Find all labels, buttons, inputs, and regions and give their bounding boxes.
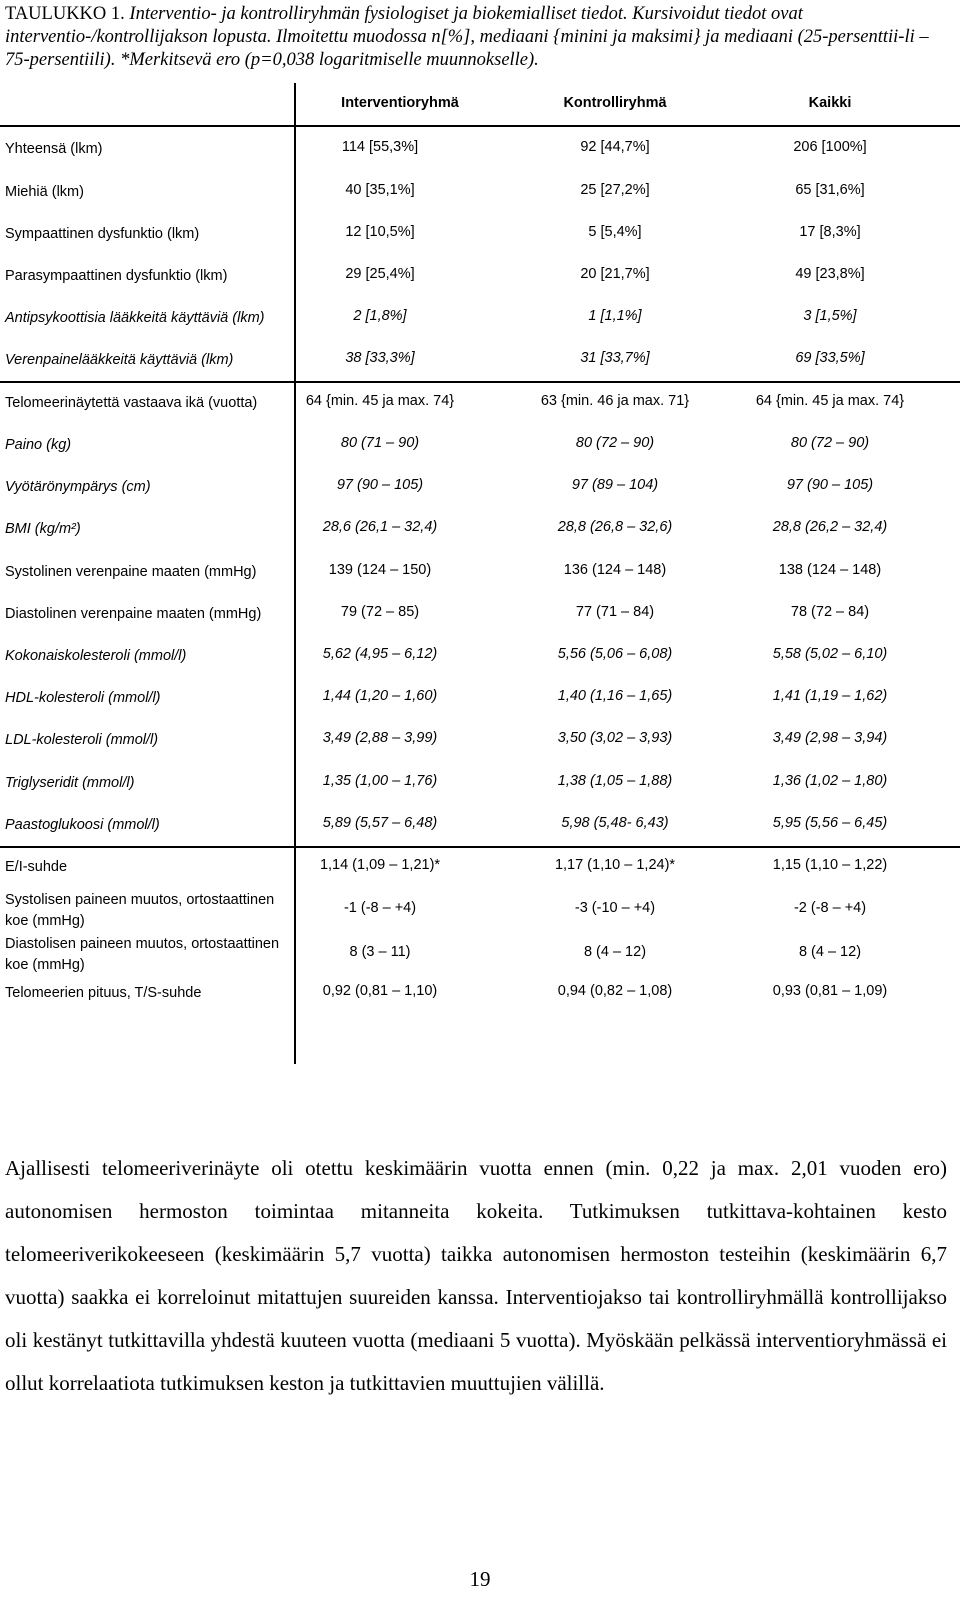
row-label: Paino (kg) [5, 437, 72, 453]
row-label: Antipsykoottisia lääkkeitä käyttäviä (lkm) [5, 310, 265, 326]
caption-label: TAULUKKO 1. [5, 4, 125, 24]
row-value-c1: 5,89 (5,57 – 6,48) [322, 815, 438, 831]
row-value-c3: 80 (72 – 90) [790, 435, 870, 451]
row-label: Verenpainelääkkeitä käyttäviä (lkm) [5, 352, 234, 368]
row-value-c1: 5,62 (4,95 – 6,12) [322, 646, 438, 662]
row-value-c1: 1,35 (1,00 – 1,76) [322, 773, 438, 789]
row-value-c2: 63 {min. 46 ja max. 71} [540, 393, 690, 409]
row-value-c2: 5,98 (5,48- 6,43) [561, 815, 669, 831]
row-label: HDL-kolesteroli (mmol/l) [5, 690, 161, 706]
row-value-c2: 80 (72 – 90) [575, 435, 655, 451]
row-value-c3: 3,49 (2,98 – 3,94) [772, 730, 888, 746]
row-value-c2: 1,38 (1,05 – 1,88) [557, 773, 673, 789]
row-value-c2: 92 [44,7%] [580, 139, 650, 155]
row-label: Telomeerinäytettä vastaava ikä (vuotta) [5, 395, 258, 411]
section-rule-2 [0, 846, 960, 848]
row-value-c3: 28,8 (26,2 – 32,4) [772, 519, 888, 535]
row-value-c1: 38 [33,3%] [345, 350, 415, 366]
row-label: BMI (kg/m²) [5, 521, 81, 537]
row-value-c3: 0,93 (0,81 – 1,09) [772, 983, 888, 999]
row-value-c1: 97 (90 – 105) [336, 477, 424, 493]
row-value-c3: 69 [33,5%] [795, 350, 865, 366]
row-value-c2: 5 [5,4%] [588, 224, 642, 240]
row-label: Diastolisen paineen muutos, ortostaattinen koe (mmHg) [5, 936, 280, 973]
row-label: Vyötärönympärys (cm) [5, 479, 151, 495]
row-value-c2: 136 (124 – 148) [563, 562, 667, 578]
row-label: Paastoglukoosi (mmol/l) [5, 817, 160, 833]
row-value-c2: 77 (71 – 84) [575, 604, 655, 620]
row-value-c3: 78 (72 – 84) [790, 604, 870, 620]
row-value-c1: 1,14 (1,09 – 1,21)* [319, 857, 441, 873]
caption-note: *Merkitsevä ero (p=0,038 logaritmiselle muunnokselle). [115, 50, 539, 70]
row-value-c3: 1,41 (1,19 – 1,62) [772, 688, 888, 704]
row-value-c3: 138 (124 – 148) [778, 562, 882, 578]
header-all: Kaikki [808, 95, 852, 111]
row-value-c3: 5,95 (5,56 – 6,45) [772, 815, 888, 831]
row-value-c2: 3,50 (3,02 – 3,93) [557, 730, 673, 746]
row-value-c3: 64 {min. 45 ja max. 74} [755, 393, 905, 409]
row-value-c2: 28,8 (26,8 – 32,6) [557, 519, 673, 535]
row-value-c2: 31 [33,7%] [580, 350, 650, 366]
row-value-c1: 80 (71 – 90) [340, 435, 420, 451]
header-intervention: Interventioryhmä [341, 95, 459, 111]
row-value-c3: 65 [31,6%] [795, 182, 865, 198]
page-number: 19 [469, 1567, 491, 1591]
row-value-c3: 3 [1,5%] [803, 308, 857, 324]
row-value-c2: 1 [1,1%] [588, 308, 642, 324]
row-value-c1: 8 (3 – 11) [349, 944, 411, 960]
row-value-c2: 1,17 (1,10 – 1,24)* [554, 857, 676, 873]
row-value-c1: 40 [35,1%] [345, 182, 415, 198]
row-label: Parasympaattinen dysfunktio (lkm) [5, 268, 228, 284]
row-value-c1: 3,49 (2,88 – 3,99) [322, 730, 438, 746]
row-label: Systolisen paineen muutos, ortostaattinen koe (mmHg) [5, 892, 275, 929]
row-label: Telomeerien pituus, T/S-suhde [5, 985, 202, 1001]
row-value-c1: 0,92 (0,81 – 1,10) [322, 983, 438, 999]
row-value-c1: 1,44 (1,20 – 1,60) [322, 688, 438, 704]
row-label: Sympaattinen dysfunktio (lkm) [5, 226, 200, 242]
row-value-c1: 2 [1,8%] [353, 308, 407, 324]
row-label: Kokonaiskolesteroli (mmol/l) [5, 648, 187, 664]
row-label: Yhteensä (lkm) [5, 141, 103, 157]
table-caption [5, 3, 955, 72]
row-label: Miehiä (lkm) [5, 184, 84, 200]
row-value-c2: 0,94 (0,82 – 1,08) [557, 983, 673, 999]
section-rule-1 [0, 381, 960, 383]
row-value-c1: 29 [25,4%] [345, 266, 415, 282]
row-label: Diastolinen verenpaine maaten (mmHg) [5, 606, 262, 622]
header-rule [0, 125, 960, 127]
row-value-c3: 5,58 (5,02 – 6,10) [772, 646, 888, 662]
row-label: E/I-suhde [5, 859, 68, 875]
row-value-c2: 1,40 (1,16 – 1,65) [557, 688, 673, 704]
body-paragraph: Ajallisesti telomeeriverinäyte oli otettu keskimäärin vuotta ennen (min. 0,22 ja max. 2,01 vuoden ero) autonomisen hermoston toimintaa mitanneita kokeita. Tutkimuksen tutkittava-kohtainen kesto telomeeriverikokeeseen (keskimäärin 5,7 vuotta) taikka autonomisen hermoston testeihin (keskimäärin 6,7 vuotta) saakka ei korreloinut mitattujen suureiden kanssa. Interventiojakso tai kontrolliryhmällä kontrollijakso oli kestänyt tutkittavilla yhdestä kuuteen vuotta (mediaani 5 vuotta). Myöskään pelkässä interventioryhmässä ei ollut korrelaatiota tutkimuksen keston ja tutkittavien muuttujien välillä. [5, 1156, 947, 1395]
row-value-c2: -3 (-10 – +4) [574, 900, 656, 916]
row-value-c2: 97 (89 – 104) [571, 477, 659, 493]
row-value-c3: 17 [8,3%] [799, 224, 861, 240]
row-value-c3: 8 (4 – 12) [798, 944, 862, 960]
row-value-c2: 5,56 (5,06 – 6,08) [557, 646, 673, 662]
header-control: Kontrolliryhmä [563, 95, 667, 111]
row-value-c3: -2 (-8 – +4) [793, 900, 867, 916]
row-value-c1: 114 [55,3%] [341, 139, 419, 155]
row-value-c3: 1,15 (1,10 – 1,22) [772, 857, 888, 873]
row-value-c1: 64 {min. 45 ja max. 74} [305, 393, 455, 409]
row-value-c1: 139 (124 – 150) [328, 562, 432, 578]
row-label: Systolinen verenpaine maaten (mmHg) [5, 564, 257, 580]
row-value-c3: 206 [100%] [793, 139, 867, 155]
row-value-c2: 25 [27,2%] [580, 182, 650, 198]
row-value-c2: 20 [21,7%] [580, 266, 650, 282]
caption-text: Interventio- ja kontrolliryhmän fysiologiset ja biokemialliset tiedot. Kursivoidut tiedot ovat interventio-/kontrollijakson lopusta. Ilmoitettu muodossa n[%], mediaani {minini ja maksimi} ja mediaani (25-persenttii-li – 75-persentiili). [5, 4, 929, 70]
row-value-c1: -1 (-8 – +4) [343, 900, 417, 916]
row-value-c2: 8 (4 – 12) [583, 944, 647, 960]
row-value-c3: 1,36 (1,02 – 1,80) [772, 773, 888, 789]
row-label: Triglyseridit (mmol/l) [5, 775, 135, 791]
row-value-c3: 97 (90 – 105) [786, 477, 874, 493]
row-value-c1: 12 [10,5%] [345, 224, 415, 240]
row-value-c1: 28,6 (26,1 – 32,4) [322, 519, 438, 535]
row-value-c1: 79 (72 – 85) [340, 604, 420, 620]
row-value-c3: 49 [23,8%] [795, 266, 865, 282]
row-label: LDL-kolesteroli (mmol/l) [5, 732, 159, 748]
